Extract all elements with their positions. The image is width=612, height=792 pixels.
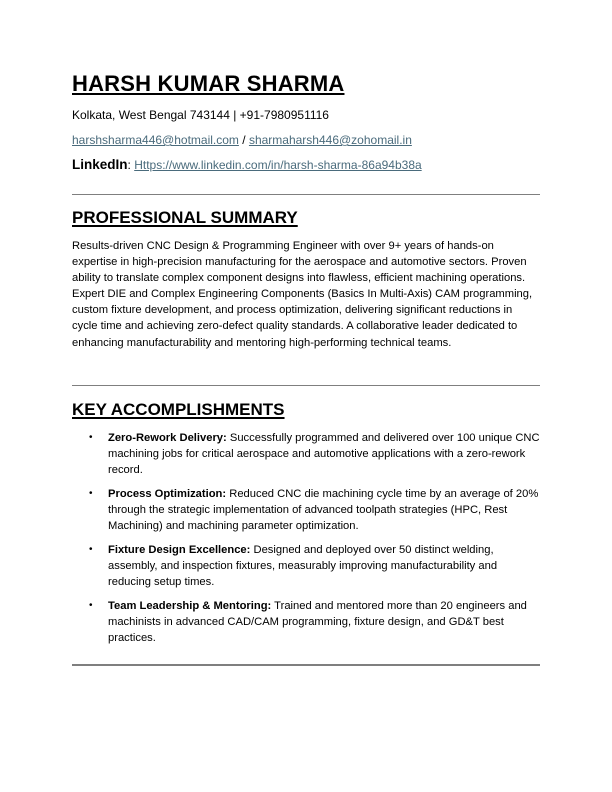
linkedin-url-link[interactable]: Https://www.linkedin.com/in/harsh-sharma-86a94b38a xyxy=(134,158,422,172)
accomplishment-text: Successfully programmed and delivered over 100 unique CNC machining jobs for critical aerospace and automotive applications with a zero-rework record. xyxy=(108,432,540,476)
email-secondary-link[interactable]: sharmaharsh446@zohomail.in xyxy=(248,133,412,147)
candidate-name: HARSH KUMAR SHARMA xyxy=(72,71,345,96)
divider-header xyxy=(72,194,540,195)
bullet-icon: • xyxy=(89,544,93,555)
accomplishment-text: Designed and deployed over 50 distinct welding, assembly, and inspection fixtures, measurably improving manufacturability and reducing setup times. xyxy=(108,544,498,588)
email-primary-link[interactable]: harshsharma446@hotmail.com xyxy=(72,133,239,147)
summary-text: Results-driven CNC Design & Programming Engineer with over 9+ years of hands-on expertise in high-precision manufacturing for the aerospace and automotive sectors. Proven ability to translate complex component designs into flawless, efficient machining operations. Expert DIE and Complex Engineering Components (Basics In Multi-Axis) CAM programming, custom fixture development, and process optimization, delivering significant reductions in cycle time and achieving zero-defect quality standards. A collaborative leader dedicated to enhancing manufacturability and mentoring high-performing technical teams. xyxy=(72,240,533,349)
list-item xyxy=(72,486,540,534)
accomplishment-text: Reduced CNC die machining cycle time by an average of 20% through the strategic implementation of advanced toolpath strategies (HPC, Rest Machining) and machining parameter optimization. xyxy=(108,488,539,532)
linkedin-colon: : xyxy=(127,158,135,172)
bullet-icon: • xyxy=(89,488,93,499)
linkedin-line xyxy=(72,157,422,172)
section-title-summary: PROFESSIONAL SUMMARY xyxy=(72,208,298,227)
linkedin-label: LinkedIn xyxy=(72,157,128,172)
address-phone: Kolkata, West Bengal 743144 | +91-7980951116 xyxy=(72,108,329,122)
divider-accomplishments xyxy=(72,664,540,666)
accomplishments-list xyxy=(72,430,540,654)
list-item xyxy=(72,598,540,646)
email-line xyxy=(72,133,412,147)
accomplishment-heading: Zero-Rework Delivery: xyxy=(108,432,227,444)
list-item xyxy=(72,430,540,478)
bullet-icon: • xyxy=(89,600,93,611)
accomplishment-heading: Fixture Design Excellence: xyxy=(108,544,251,556)
email-separator: / xyxy=(238,133,249,147)
accomplishment-text: Trained and mentored more than 20 engineers and machinists in advanced CAD/CAM programming, fixture design, and GD&T best practices. xyxy=(108,600,527,644)
accomplishment-heading: Team Leadership & Mentoring: xyxy=(108,600,272,612)
accomplishment-heading: Process Optimization: xyxy=(108,488,227,500)
section-title-accomplishments: KEY ACCOMPLISHMENTS xyxy=(72,400,285,419)
list-item xyxy=(72,542,540,590)
divider-summary xyxy=(72,385,540,386)
bullet-icon: • xyxy=(89,432,93,443)
